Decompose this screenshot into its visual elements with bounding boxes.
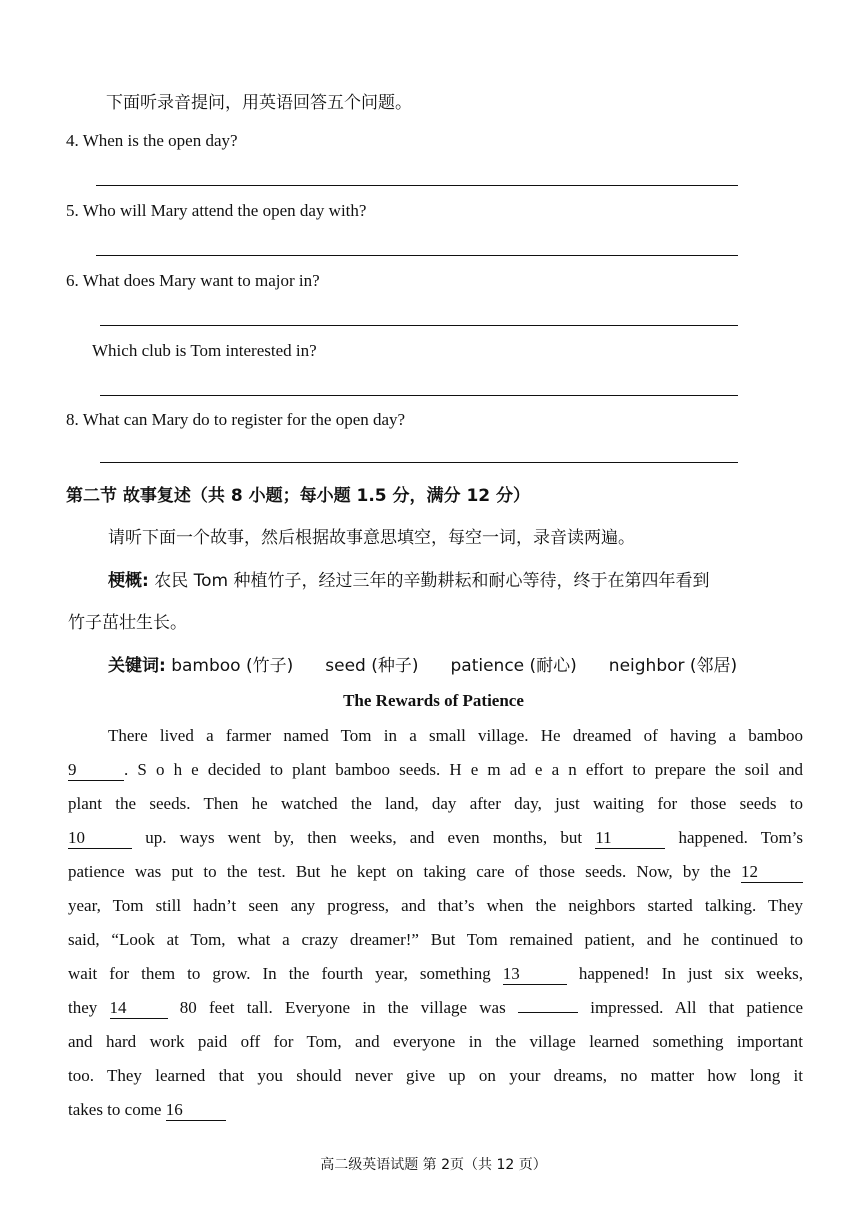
story-line: said, “Look at Tom, what a crazy dreamer!” But Tom remained patient, and he continued to	[68, 930, 803, 949]
blank-11[interactable]: 11	[595, 828, 665, 849]
keywords-label: 关键词:	[108, 656, 166, 676]
story-line: 9 . S o h e decided to plant bamboo seeds. H e m ad e a n effort to prepare the soil and	[68, 760, 803, 779]
story-line: too. They learned that you should never give up on your dreams, no matter how long it	[68, 1066, 803, 1085]
story-line: patience was put to the test. But he kept on taking care of those seeds. Now, by the 12	[68, 855, 803, 889]
question-4	[66, 131, 238, 151]
question-8	[66, 410, 405, 430]
story-line: and hard work paid off for Tom, and everyone in the village learned something important	[68, 1032, 803, 1051]
answer-line-7[interactable]	[100, 395, 738, 396]
question-6	[66, 271, 320, 291]
question-number: 4.	[66, 131, 79, 150]
story-line: wait for them to grow. In the fourth year, something 13 happened! In just six weeks,	[68, 964, 804, 983]
blank-16[interactable]: 16	[166, 1100, 226, 1121]
summary	[108, 566, 709, 591]
keyword-item: patience (耐心)	[450, 656, 577, 676]
question-number: 5.	[66, 201, 79, 220]
question-number: 6.	[66, 271, 79, 290]
keyword-item: neighbor (邻居)	[608, 656, 738, 676]
blank-12[interactable]: 12	[741, 862, 803, 883]
story-title: The Rewards of Patience	[343, 691, 524, 710]
blank-15[interactable]	[518, 1012, 578, 1013]
question-text: What does Mary want to major in?	[82, 271, 320, 290]
summary-label: 梗概:	[108, 571, 149, 591]
question-number: 8.	[66, 410, 79, 429]
answer-line-6[interactable]	[100, 325, 738, 326]
story-line: year, Tom still hadn’t seen any progress, and that’s when the neighbors started talking. They	[68, 896, 803, 915]
answer-line-4[interactable]	[96, 185, 738, 186]
blank-9[interactable]: 9	[68, 760, 124, 781]
story-line: 10 up. ways went by, then weeks, and even months, but 11 happened. Tom’s	[68, 828, 804, 847]
section-heading: 第二节 故事复述（共 8 小题；每小题 1.5 分，满分 12 分）	[66, 486, 531, 506]
keyword-item: bamboo (竹子)	[171, 656, 294, 676]
section-instruction: 请听下面一个故事，然后根据故事意思填空，每空一词，录音读两遍。	[108, 528, 635, 548]
question-text: Which club is Tom interested in?	[92, 341, 317, 360]
blank-10[interactable]: 10	[68, 828, 132, 849]
story-paragraph	[68, 719, 803, 1127]
question-7	[92, 341, 317, 361]
story-line: they 14 80 feet tall. Everyone in the village was impressed. All that patience	[68, 998, 804, 1017]
story-line: takes to come 16	[68, 1093, 803, 1127]
keyword-item: seed (种子)	[325, 656, 419, 676]
answer-line-8[interactable]	[100, 462, 738, 463]
answer-line-5[interactable]	[96, 255, 738, 256]
blank-14[interactable]: 14	[110, 998, 168, 1019]
question-text: What can Mary do to register for the open day?	[82, 410, 406, 429]
blank-13[interactable]: 13	[503, 964, 567, 985]
keywords	[108, 651, 737, 676]
page-footer: 高二级英语试题 第 2页（共 12 页）	[320, 1157, 547, 1173]
summary-text: 农民 Tom 种植竹子，经过三年的辛勤耕耘和耐心等待，终于在第四年看到	[148, 571, 710, 591]
listening-instruction: 下面听录音提问，用英语回答五个问题。	[106, 93, 412, 113]
question-5	[66, 201, 366, 221]
story-line: There lived a farmer named Tom in a small village. He dreamed of having a bamboo	[108, 726, 803, 745]
question-text: Who will Mary attend the open day with?	[82, 201, 367, 220]
story-line: plant the seeds. Then he watched the land, day after day, just waiting for those seeds to	[68, 794, 803, 813]
summary-continued: 竹子茁壮生长。	[68, 613, 187, 633]
question-text: When is the open day?	[82, 131, 238, 150]
